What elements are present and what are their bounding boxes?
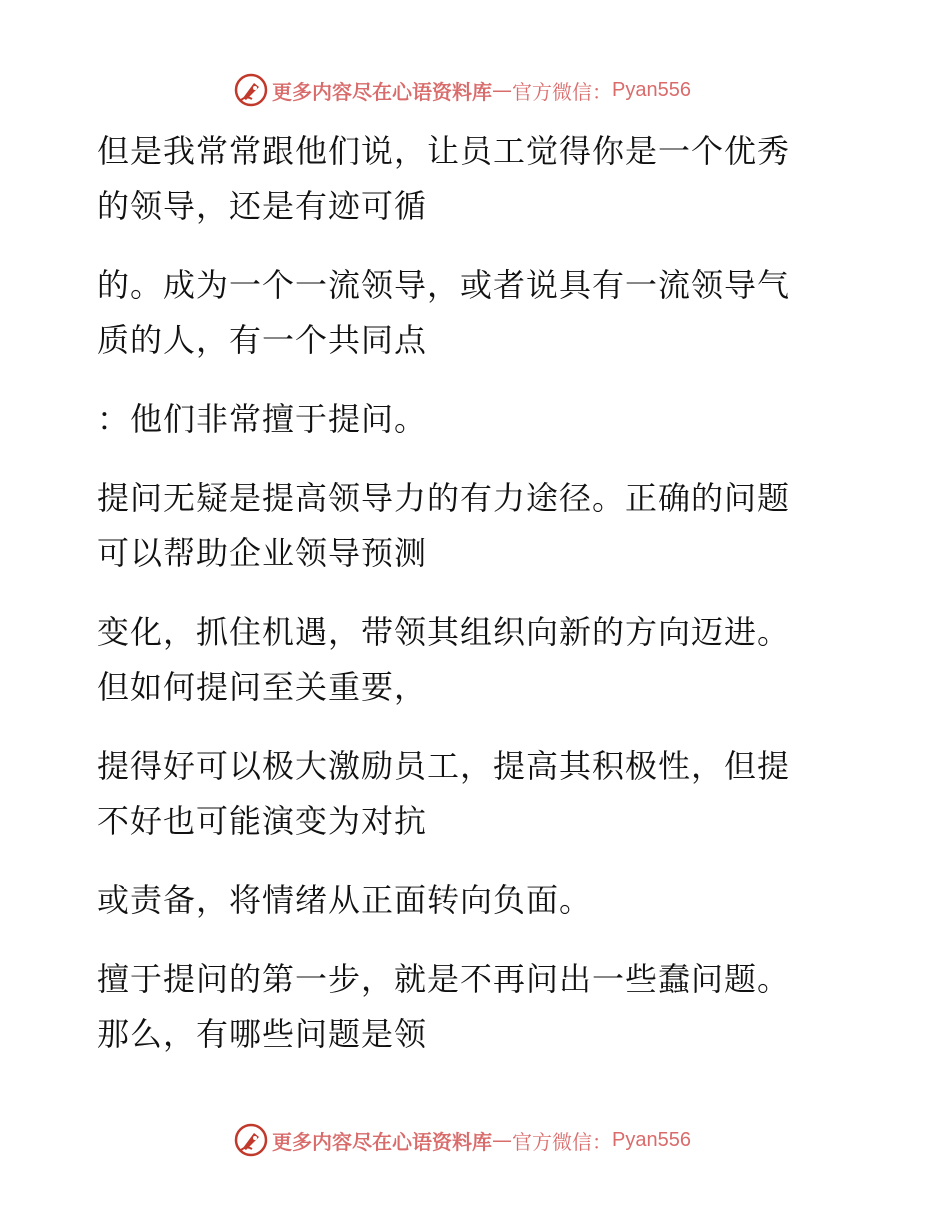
pen-nib-logo-icon: [234, 73, 268, 107]
paragraph-line: 质的人，有一个共同点: [97, 321, 428, 359]
paragraph-line: 那么，有哪些问题是领: [97, 1015, 428, 1053]
paragraph-line: 的。成为一个一流领导，或者说具有一流领导气: [97, 266, 791, 304]
header-banner: [234, 72, 691, 108]
header-banner-title: 更多内容尽在心语资料库: [272, 79, 492, 104]
footer-banner-title: 更多内容尽在心语资料库: [272, 1129, 492, 1154]
header-banner-label: 官方微信：: [512, 79, 612, 104]
paragraph: [97, 258, 837, 368]
footer-banner-wechat-id: Pyan556: [612, 1128, 691, 1151]
paragraph-line: 不好也可能演变为对抗: [97, 802, 428, 840]
footer-banner-separator: —: [492, 1128, 512, 1152]
paragraph-line: 的领导，还是有迹可循: [97, 187, 428, 225]
paragraph: [97, 739, 837, 849]
pen-nib-logo-icon: [234, 1123, 268, 1157]
footer-banner-label: 官方微信：: [512, 1129, 612, 1154]
paragraph-line: 但如何提问至关重要，: [97, 668, 428, 706]
paragraph: [97, 124, 837, 234]
footer-banner: [234, 1122, 691, 1158]
paragraph-line: 擅于提问的第一步，就是不再问出一些蠢问题。: [97, 960, 791, 998]
paragraph-line: ：他们非常擅于提问。: [97, 400, 428, 438]
paragraph: [97, 471, 837, 581]
document-body: [97, 124, 837, 1086]
paragraph: [97, 952, 837, 1062]
paragraph-line: 可以帮助企业领导预测: [97, 534, 428, 572]
paragraph: [97, 392, 837, 447]
paragraph-line: 变化，抓住机遇，带领其组织向新的方向迈进。: [97, 613, 791, 651]
paragraph-line: 提问无疑是提高领导力的有力途径。正确的问题: [97, 479, 791, 517]
header-banner-separator: —: [492, 78, 512, 102]
paragraph-line: 或责备，将情绪从正面转向负面。: [97, 881, 593, 919]
paragraph-line: 但是我常常跟他们说，让员工觉得你是一个优秀: [97, 132, 791, 170]
paragraph-line: 提得好可以极大激励员工，提高其积极性，但提: [97, 747, 791, 785]
paragraph: [97, 873, 837, 928]
header-banner-wechat-id: Pyan556: [612, 78, 691, 101]
paragraph: [97, 605, 837, 715]
